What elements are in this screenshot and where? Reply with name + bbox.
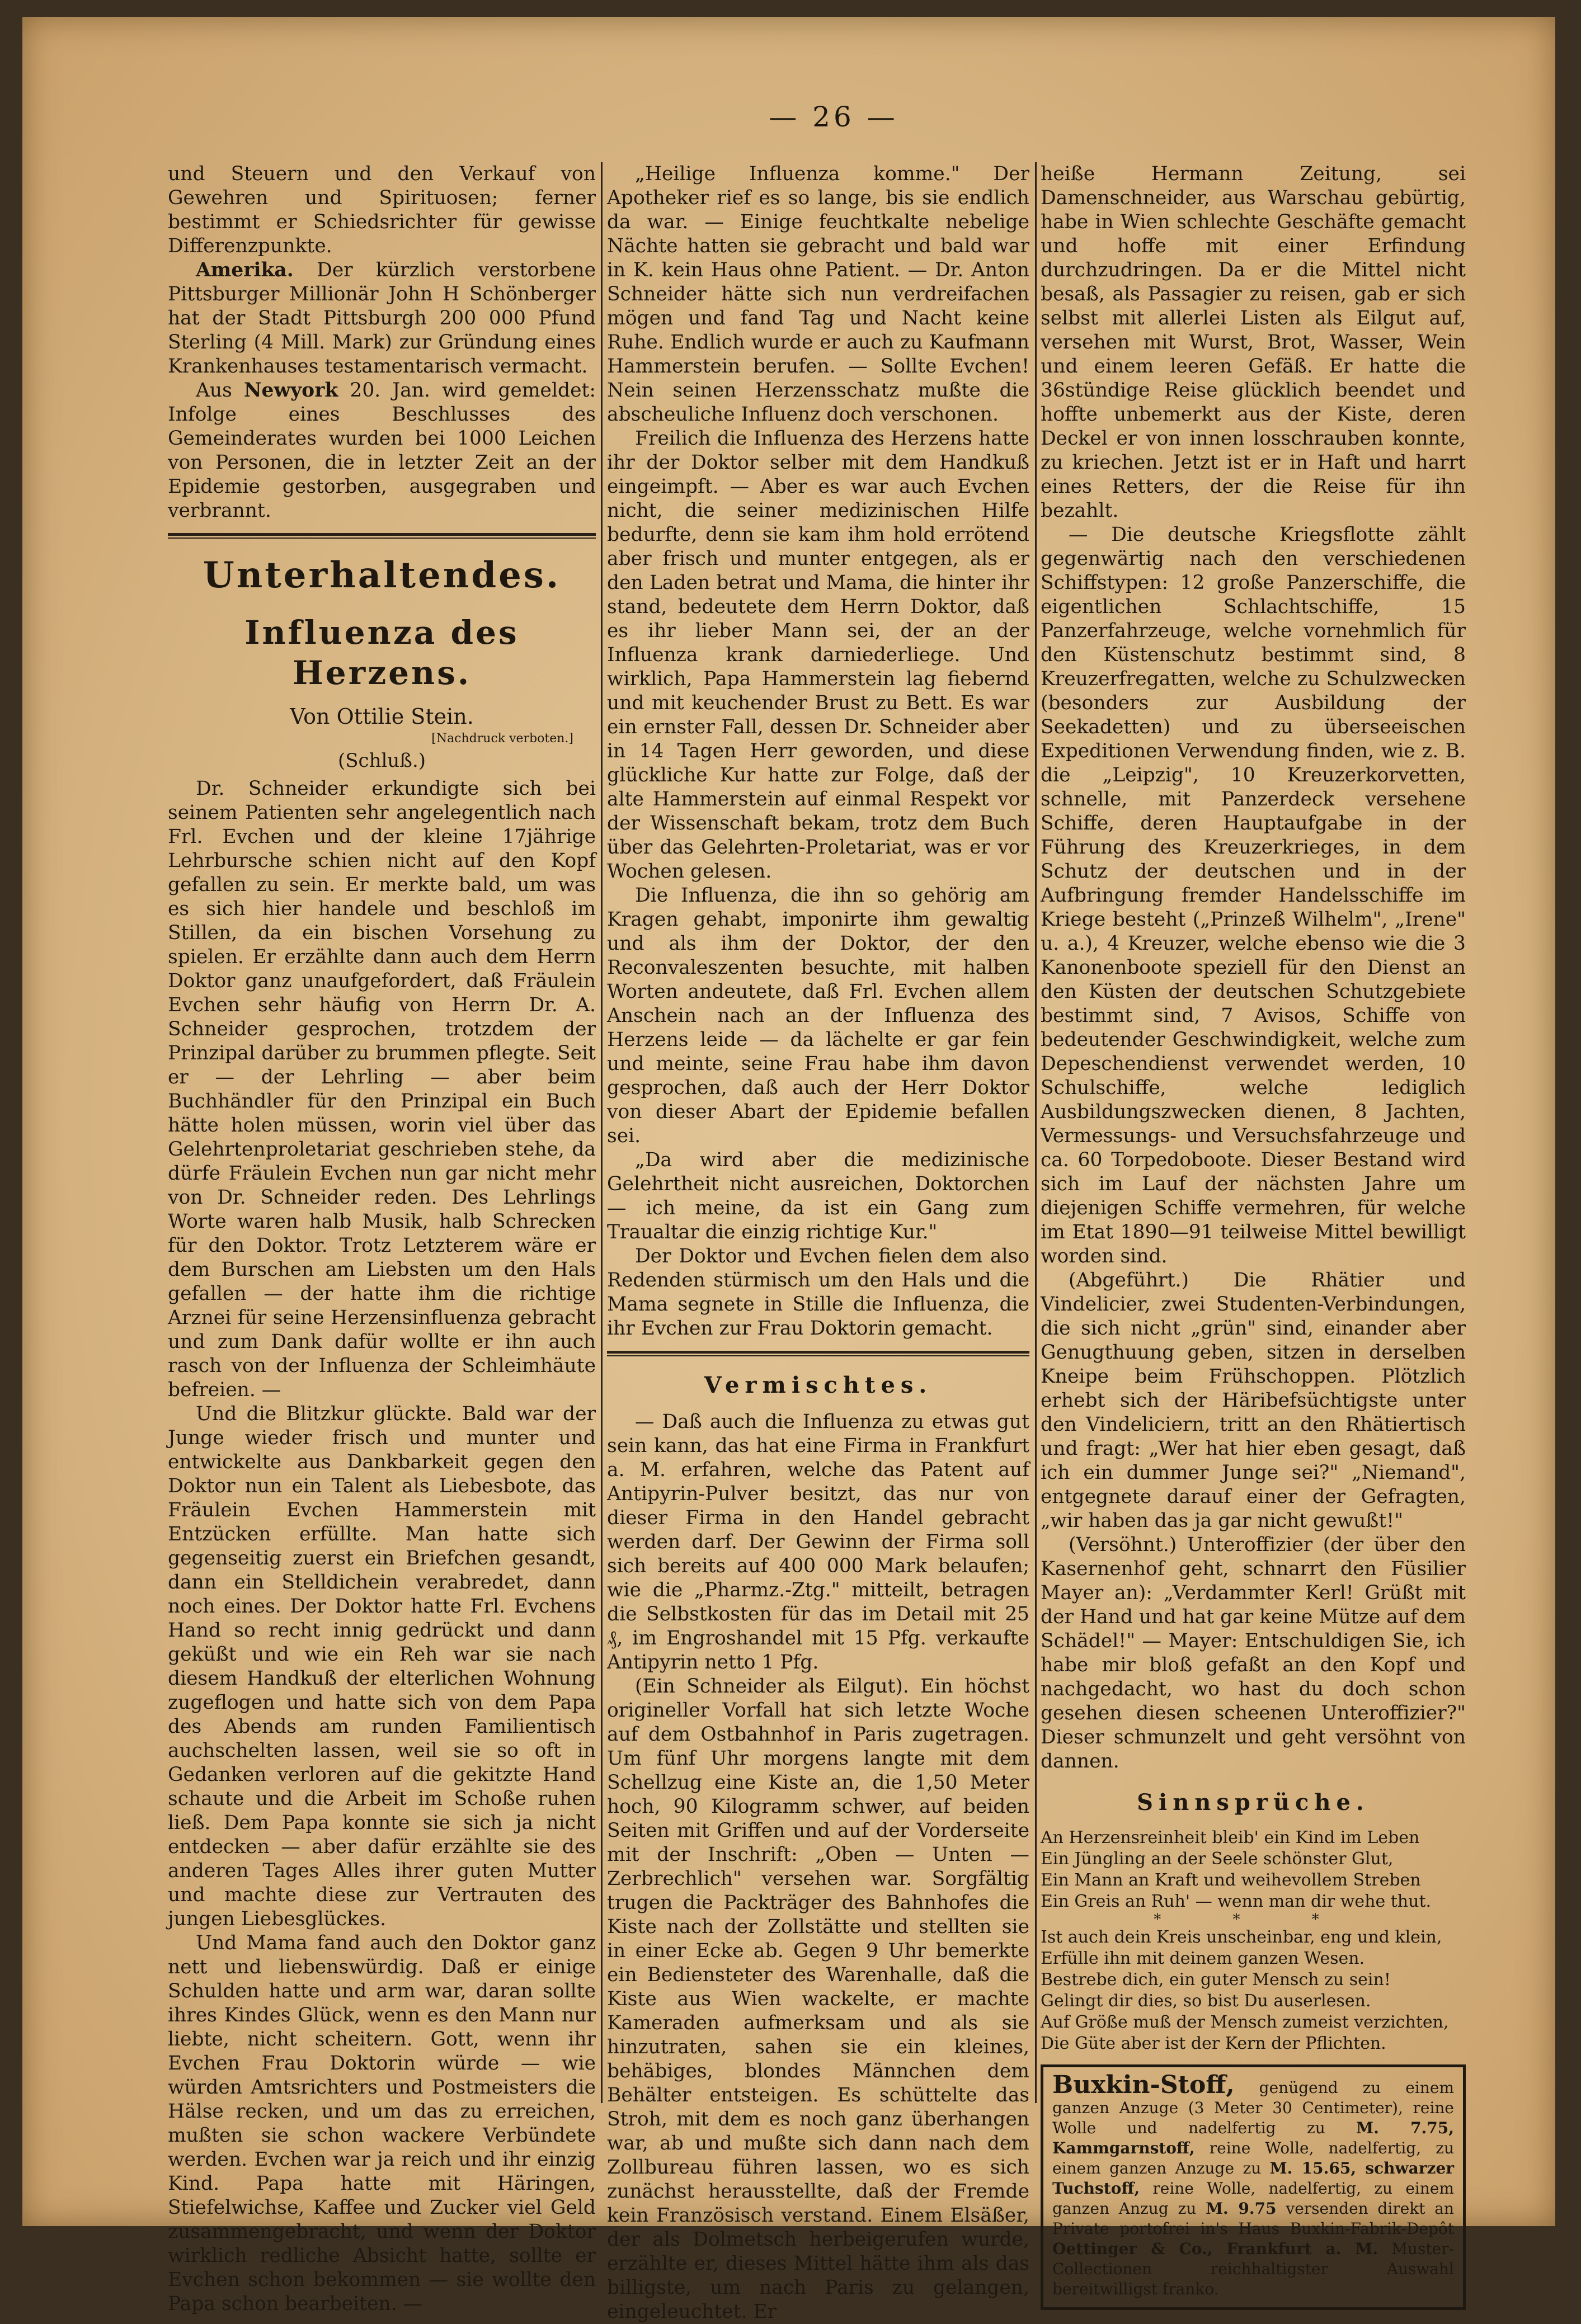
column-3 [1041, 162, 1466, 2310]
story-author: Von Ottilie Stein. [290, 704, 474, 729]
column-divider [601, 162, 603, 2103]
story-paragraph: „Da wird aber die medizinische Gelehrtheit nicht ausreichen, Doktorchen — ich meine, da ist ein Gang zum Traualtar die einzig richtige Kur." [607, 1149, 1029, 1243]
verse-line: An Herzensreinheit bleib' ein Kind im Leben [1041, 1828, 1420, 1847]
story-paragraph: Und Mama fand auch den Doktor ganz nett und liebenswürdig. Daß er einige Schulden hatte und arm war, daran sollte ihres Kindes Glück, wenn es den Mann nur liebte, nicht scheitern. Gott, wenn ihr Evchen Frau Doktorin würde — wie würden Amtsrichters und Postmeisters die Hälse recken, und um das zu erreichen, mußten sie schon wackere Verbündete werden. Evchen war ja reich und ihr einzig Kind. Papa hatte mit Häringen, Stiefelwichse, Kaffee und Zucker viel Geld zusammengebracht, und wenn der Doktor wirklich redliche Absicht hatte, sollte er Evchen schon bekommen — sie wollte den Papa schon bearbeiten. — [168, 1932, 596, 2315]
page-number: — 26 — [769, 101, 898, 133]
verse-line: Gelingt dir dies, so bist Du auserlesen. [1041, 1991, 1371, 2011]
column-divider [1035, 162, 1037, 2103]
verse-line: Bestrebe dich, ein guter Mensch zu sein! [1041, 1970, 1391, 1990]
article-paragraph: Amerika. Der kürzlich verstorbene Pittsburger Millionär John H Schönberger hat der Stadt Pittsburgh 200 000 Pfund Sterling (4 Mill. Mark) zur Gründung eines Krankenhauses testamentarisch vermacht. [168, 259, 596, 378]
news-paragraph: (Versöhnt.) Unteroffizier (der über den Kasernenhof geht, schnarrt den Füsilier Mayer an): „Verdammter Kerl! Grüßt mit der Hand und hat gar keine Mütze auf dem Schädel!" — Mayer: Entschuldigen Sie, ich habe mir bloß gefaßt an den Kopf und nachgedacht, wo hast du doch schon gesehen diesen scheenen Unteroffizier?" Dieser schmunzelt und geht versöhnt von dannen. [1041, 1534, 1466, 1773]
section-heading: Sinnsprüche. [1137, 1789, 1370, 1816]
section-heading: Unterhaltendes. [203, 554, 561, 596]
article-paragraph: und Steuern und den Verkauf von Gewehren und Spirituosen; ferner bestimmt er Schiedsrichter für gewisse Differenzpunkte. [168, 163, 596, 257]
story-paragraph: „Heilige Influenza komme." Der Apotheker rief es so lange, bis sie endlich da war. — Einige feuchtkalte nebelige Nächte hatten sie gebracht und bald war in K. kein Haus ohne Patient. — Dr. Anton Schneider hätte sich nun verdreifachen mögen und fand Tag und Nacht keine Ruhe. Endlich wurde er auch zu Kaufmann Hammerstein berufen. — Sollte Evchen! Nein seinen Herzensschatz mußte die abscheuliche Influenz doch verschonen. [607, 163, 1029, 426]
column-2 [607, 162, 1029, 2324]
section-heading: Vermischtes. [704, 1372, 933, 1398]
story-paragraph: Und die Blitzkur glückte. Bald war der Junge wieder frisch und munter und entwickelte aus Dankbarkeit gegen den Doktor nun ein Talent als Liebesbote, das Fräulein Evchen Hammerstein mit Entzücken erfüllte. Man hatte sich gegenseitig zuerst ein Briefchen gesandt, dann ein Stelldichein verabredet, dann noch eines. Der Doktor hatte Frl. Evchens Hand so recht innig gedrückt und dann geküßt und wie ein Reh war sie nach diesem Handkuß der elterlichen Wohnung zugeflogen und hatte sich von dem Papa des Abends am runden Familientisch auchschelten lassen, weil sie so oft in Gedanken verloren auf die gekitzte Hand schaute und die Arbeit im Schoße ruhen ließ. Dem Papa konnte sie sich ja nicht entdecken — aber dafür erzählte sie des anderen Tages Alles ihrer guten Mutter und machte diese zur Vertrauten des jungen Liebesglückes. [168, 1403, 596, 1930]
story-paragraph: Freilich die Influenza des Herzens hatte ihr der Doktor selber mit dem Handkuß eingeimpft. — Aber es war auch Evchen nicht, die seiner medizinischen Hilfe bedurfte, denn sie kam ihm hold errötend aber frisch und munter entgegen, als er den Laden betrat und Mama, die hinter ihr stand, bedeutete dem Herrn Doktor, daß es ihr lieber Mann sei, der an der Influenza krank darniederliege. Und wirklich, Papa Hammerstein lag fiebernd und mit keuchender Brust zu Bett. Es war ein ernster Fall, dessen Dr. Schneider aber in 14 Tagen Herr geworden, und diese glückliche Kur hatte zur Folge, daß der alte Hammerstein auf einmal Respekt vor der Wissenschaft bekam, trotz dem Buch über das Gelehrten-Proletariat, was er vor Wochen gelesen. [607, 427, 1029, 883]
place-heading: Newyork [243, 379, 338, 402]
story-paragraph: Die Influenza, die ihn so gehörig am Kragen gehabt, imponirte ihm gewaltig und als ihm der Doktor, der den Reconvaleszenten besuchte, mit halben Worten andeutete, daß Frl. Evchen allem Anschein nach an der Influenza des Herzens leide — da lächelte er gar fein und meinte, seine Frau habe ihm davon gesprochen, daß auch der Herr Doktor von dieser Abart der Epidemie befallen sei. [607, 884, 1029, 1147]
ad-headline: Buxkin-Stoff, [1052, 2071, 1235, 2099]
verse-line: Erfülle ihn mit deinem ganzen Wesen. [1041, 1949, 1365, 1968]
verse-line: Ein Greis an Ruh' — wenn man dir wehe thut. [1041, 1892, 1432, 1911]
section-rule [168, 533, 596, 539]
ad-firm: Oettinger & Co., Frankfurt a. M. [1052, 2240, 1378, 2258]
news-paragraph: — Daß auch die Influenza zu etwas gut sein kann, das hat eine Firma in Frankfurt a. M. erfahren, welche das Patent auf Antipyrin-Pulver besitzt, das nur von dieser Firma in den Handel gebracht werden darf. Der Gewinn der Firma soll sich bereits auf 400 000 Mark belaufen; wie die „Pharmz.-Ztg." mitteilt, betragen die Selbstkosten für das im Detail mit 25 ₰, im Engroshandel mit 15 Pfg. verkaufte Antipyrin netto 1 Pfg. [607, 1411, 1029, 1674]
verse-line: Ein Mann an Kraft und weihevollem Streben [1041, 1870, 1421, 1890]
copyright-note: [Nachdruck verboten.] [431, 732, 573, 746]
verse-line: Auf Größe muß der Mensch zumeist verzichten, [1041, 2012, 1449, 2032]
ad-price: M. 7.75, [1356, 2119, 1454, 2137]
news-paragraph: (Ein Schneider als Eilgut). Ein höchst origineller Vorfall hat sich letzte Woche auf dem Ostbahnhof in Paris zugetragen. Um fünf Uhr morgens langte mit dem Schellzug eine Kiste an, die 1,50 Meter hoch, 90 Kilogramm schwer, auf beiden Seiten mit Griffen und auf der Vorderseite mit der Inschrift: „Oben — Unten — Zerbrechlich" versehen war. Sorgfältig trugen die Packträger des Bahnhofes die Kiste nach der Zollstätte und stellten sie in einer Ecke ab. Gegen 9 Uhr bemerkte ein Bediensteter des Warenhalle, daß die Kiste aus Wien wackelte, er machte Kameraden aufmerksam und als sie hinzutraten, sahen sie ein kleines, behäbiges, blondes Männchen dem Behälter entsteigen. Es schüttelte das Stroh, mit dem es noch ganz überhangen war, ab und mußte sich dann nach dem Zollbureau führen lassen, wo es sich zunächst herausstellte, daß der Fremde kein Französisch verstand. Einem Elsäßer, der als Dolmetsch herbeigerufen wurde, erzählte er, dieses Mittel hätte ihm als das billigste, um nach Paris zu gelangen, eingeleuchtet. Er [607, 1675, 1029, 2323]
article-paragraph: Aus Newyork 20. Jan. wird gemeldet: Infolge eines Beschlusses des Gemeinderates wurden bei 1000 Leichen von Personen, die in letzter Zeit an der Epidemie gestorben, ausgegraben und verbrannt. [168, 379, 596, 522]
story-paragraph: Dr. Schneider erkundigte sich bei seinem Patienten sehr angelegentlich nach Frl. Evchen und der kleine 17jährige Lehrbursche schien nicht auf den Kopf gefallen zu sein. Er merkte bald, um was es sich hier handele und beschloß im Stillen, da ein bischen Vorsehung zu spielen. Er erzählte dann auch dem Herrn Doktor ganz unaufgefordert, daß Fräulein Evchen sehr häufig von Herrn Dr. A. Schneider gesprochen, trotzdem der Prinzipal darüber zu brummen pflegte. Seit er — der Lehrling — aber beim Buchhändler für den Prinzipal ein Buch hätte holen müssen, worin viel über das Gelehrtenproletariat geschrieben stehe, da dürfe Fräulein Evchen nun gar nicht mehr von Dr. Schneider reden. Des Lehrlings Worte waren halb Musik, halb Schrecken für den Doktor. Trotz Letzterem wäre er dem Burschen am Liebsten um den Hals gefallen — der hatte ihm die richtige Arznei für seine Herzensinfluenza gebracht und zum Dank dafür wollte er ihn auch rasch von der Influenza der Schleimhäute befreien. — [168, 777, 596, 1401]
continuation-note: (Schluß.) [337, 749, 426, 772]
column-1 [168, 162, 596, 2316]
news-paragraph: (Abgeführt.) Die Rhätier und Vindelicier, zwei Studenten-Verbindungen, die sich nicht „grün" sind, einander aber Genugthuung geben, sitzen in derselben Kneipe beim Frühschoppen. Plötzlich erhebt sich der Häribefsüchtigste unter den Vindeliciern, tritt an den Rhätiertisch und fragt: „Wer hat hier eben gesagt, daß ich ein dummer Junge sei?" „Niemand", entgegnete darauf einer der Gefragten, „wir haben das ja gar nicht gewußt!" [1041, 1269, 1466, 1532]
verse-line: Die Güte aber ist der Kern der Pflichten. [1041, 2034, 1386, 2053]
ad-item: schwarzer Tuchstoff, [1052, 2159, 1455, 2198]
story-paragraph: Der Doktor und Evchen fielen dem also Redenden stürmisch um den Hals und die Mama segnete in Stille die Influenza, die ihr Evchen zur Frau Doktorin gemacht. [607, 1245, 1029, 1340]
ad-item: Kammgarnstoff, [1052, 2139, 1195, 2157]
story-title: Influenza des Herzens. [244, 614, 519, 692]
advertisement: Buxkin-Stoff, genügend zu einem ganzen Anzuge (3 Meter 30 Centimeter), reine Wolle und nadelfertig zu M. 7.75, Kammgarnstoff, reine Wolle, nadelfertig, zu einem ganzen Anzuge zu M. 15.65, schwarzer Tuchstoff, reine Wolle, nadelfertig, zu einem ganzen Anzug zu M. 9.75 versenden direkt an Private portofrei in's Haus Buxkin-Fabrik-Depôt Oettinger & Co., Frankfurt a. M. Muster-Collectionen reichhaltigster Auswahl bereitwilligst franko. [1041, 2064, 1466, 2310]
section-rule [607, 1351, 1029, 1356]
place-heading: Amerika. [196, 259, 294, 281]
news-paragraph: — Die deutsche Kriegsflotte zählt gegenwärtig nach den verschiedenen Schiffstypen: 12 große Panzerschiffe, die eigentlichen Schlachtschiffe, 15 Panzerfahrzeuge, welche vornehmlich für den Küstenschutz bestimmt sind, 8 Kreuzerfregatten, welche zu Schulzwecken (besonders zur Ausbildung der Seekadetten) und zu überseeischen Expeditionen Verwendung finden, wie z. B. die „Leipzig", 10 Kreuzerkorvetten, schnelle, mit Panzerdeck versehene Schiffe, deren Hauptaufgabe in der Führung des Kreuzerkrieges, in dem Schutz der deutschen und in der Aufbringung fremder Handelsschiffe im Kriege besteht („Prinzeß Wilhelm", „Irene" u. a.), 4 Kreuzer, welche ebenso wie die 3 Kanonenboote speziell für den Dienst an den Küsten der deutschen Schutzgebiete bestimmt sind, 7 Avisos, Schiffe von bedeutender Geschwindigkeit, welche zum Depeschendienst verwendet werden, 10 Schulschiffe, welche lediglich Ausbildungszwecken dienen, 8 Jachten, Vermessungs- und Versuchsfahrzeuge und ca. 60 Torpedoboote. Dieser Bestand wird sich im Lauf der nächsten Jahre um diejenigen Schiffe vermehren, für welche im Etat 1890—91 teilweise Mittel bewilligt worden sind. [1041, 524, 1466, 1267]
ad-price: M. 15.65, [1269, 2159, 1357, 2177]
verse-line: Ein Jüngling an der Seele schönster Glut, [1041, 1849, 1394, 1869]
verse-line: Ist auch dein Kreis unscheinbar, eng und klein, [1041, 1927, 1442, 1947]
news-paragraph: heiße Hermann Zeitung, sei Damenschneider, aus Warschau gebürtig, habe in Wien schlechte Geschäfte gemacht und hoffe mit einer Erfindung durchzudringen. Da er die Mittel nicht besaß, als Passagier zu reisen, gab er sich selbst mit allerlei Listen als Eilgut auf, versehen mit Wurst, Brot, Wasser, Wein und einem leeren Gefäß. Er hatte die 36stündige Reise glücklich beendet und hoffte unbemerkt aus der Kiste, deren Deckel er von innen losschrauben konnte, zu kriechen. Jetzt ist er in Haft und harrt eines Retters, der die Reise für ihn bezahlt. [1041, 163, 1466, 522]
verse-separator: * * * [1154, 1911, 1353, 1928]
ad-price: M. 9.75 [1206, 2199, 1277, 2218]
